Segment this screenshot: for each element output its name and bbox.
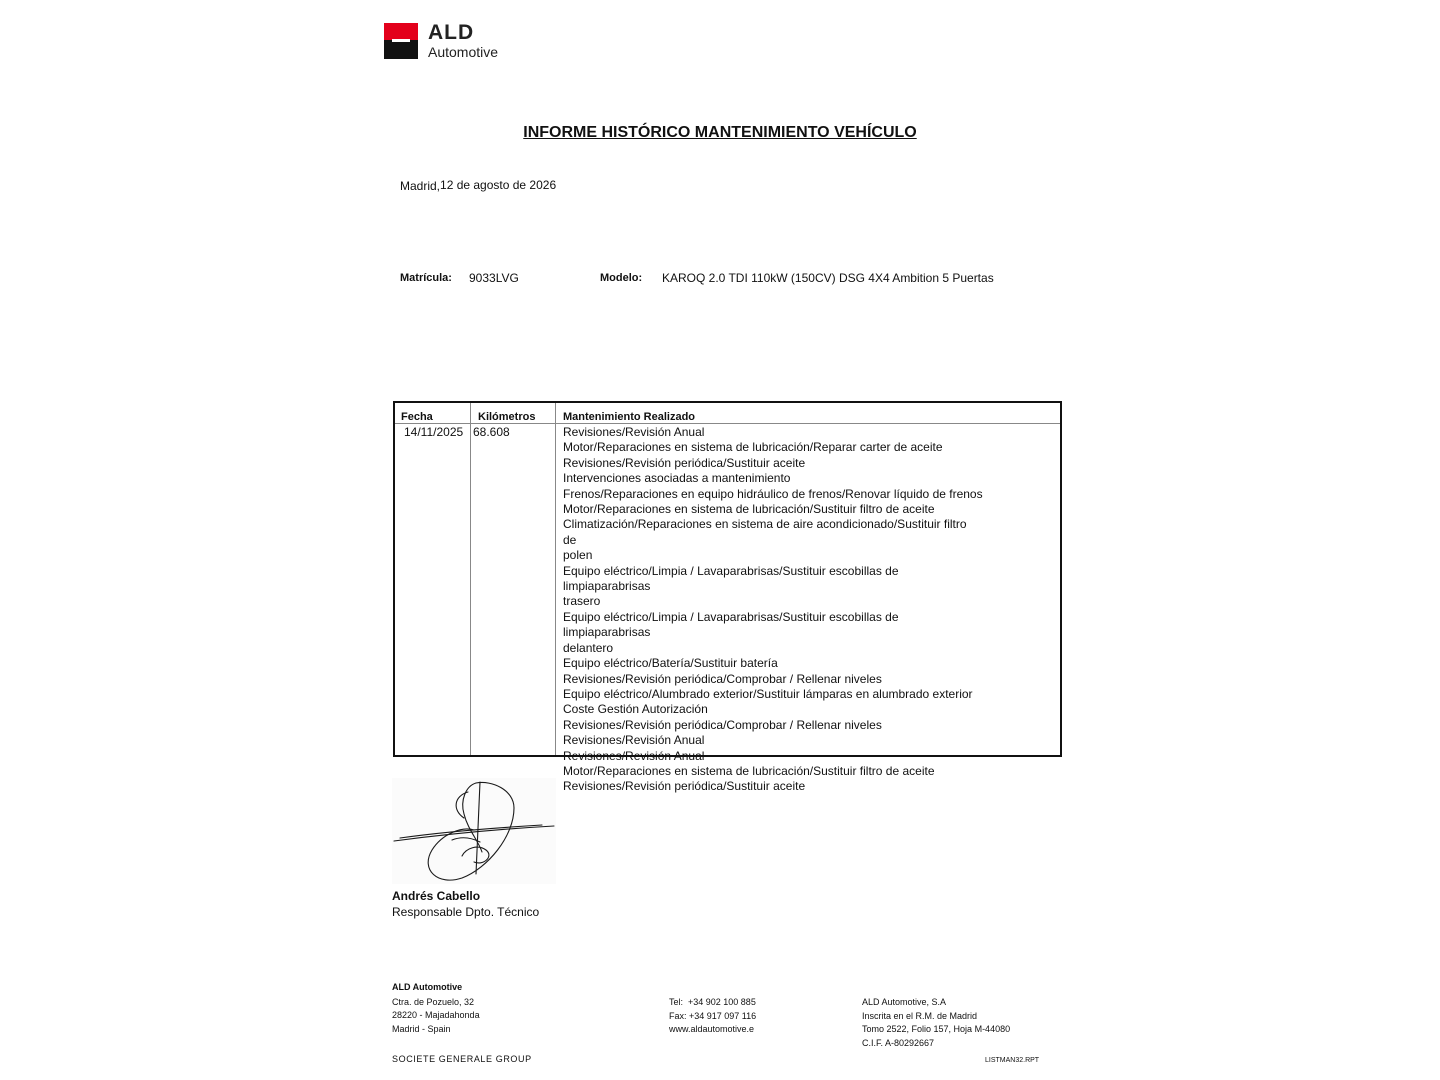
signer-name: Andrés Cabello xyxy=(392,889,481,903)
place: Madrid, xyxy=(400,179,441,193)
footer-address xyxy=(392,981,480,1036)
maintenance-item: Equipo eléctrico/Alumbrado exterior/Sustituir lámparas en alumbrado exterior xyxy=(563,686,973,701)
logo-mark-bottom xyxy=(384,40,418,59)
signature xyxy=(392,778,556,884)
footer-company: ALD Automotive xyxy=(392,982,463,992)
table-header-divider xyxy=(395,423,1060,424)
maintenance-item: delantero xyxy=(563,640,614,655)
maintenance-item: Equipo eléctrico/Batería/Sustituir batería xyxy=(563,656,778,671)
footer-address-line: Madrid - Spain xyxy=(392,1023,451,1034)
logo-mark xyxy=(384,23,418,59)
report-date: 12 de agosto de 2026 xyxy=(440,178,557,192)
report-title-text: INFORME HISTÓRICO MANTENIMIENTO VEHÍCULO xyxy=(523,124,917,141)
maintenance-item: Motor/Reparaciones en sistema de lubricación/Sustituir filtro de aceite xyxy=(563,502,935,517)
row-date: 14/11/2025 xyxy=(404,425,464,439)
footer-legal-line: Inscrita en el R.M. de Madrid xyxy=(862,1010,978,1021)
footer-legal-line: ALD Automotive, S.A xyxy=(862,997,947,1007)
maintenance-item: Frenos/Reparaciones en equipo hidráulico de frenos/Renovar líquido de frenos xyxy=(563,486,983,501)
company-logo xyxy=(384,22,498,59)
maintenance-item: Revisiones/Revisión periódica/Sustituir aceite xyxy=(563,779,806,794)
maintenance-item: Equipo eléctrico/Limpia / Lavaparabrisas/Sustituir escobillas de limpiaparabrisas xyxy=(563,609,899,640)
footer-legal xyxy=(862,996,1010,1050)
plate-label: Matrícula: xyxy=(400,272,452,284)
maintenance-item: Intervenciones asociadas a mantenimiento xyxy=(563,471,791,486)
maintenance-item: Equipo eléctrico/Limpia / Lavaparabrisas/Sustituir escobillas de limpiaparabrisas xyxy=(563,563,899,594)
report-code: LISTMAN32.RPT xyxy=(985,1057,1040,1064)
model-label: Modelo: xyxy=(600,272,643,284)
logo-wordmark xyxy=(428,22,498,59)
table-column-divider-2 xyxy=(555,403,556,755)
maintenance-item: Revisiones/Revisión Anual xyxy=(563,733,705,748)
logo-mark-dash xyxy=(392,39,410,42)
maintenance-item: polen xyxy=(563,548,593,563)
row-km: 68.608 xyxy=(473,425,510,439)
footer-address-line: 28220 - Majadahonda xyxy=(392,1010,480,1020)
footer-contact xyxy=(669,996,756,1037)
footer-legal-line: C.I.F. A-80292667 xyxy=(862,1037,935,1048)
footer-legal-line: Tomo 2522, Folio 157, Hoja M-44080 xyxy=(862,1024,1011,1034)
header-date: Fecha xyxy=(401,411,433,423)
place-date xyxy=(400,178,556,192)
header-maintenance: Mantenimiento Realizado xyxy=(563,411,696,423)
logo-mark-top xyxy=(384,23,418,40)
maintenance-item: Revisiones/Revisión periódica/Comprobar / Rellenar niveles xyxy=(563,717,882,732)
maintenance-item: Motor/Reparaciones en sistema de lubricación/Sustituir filtro de aceite xyxy=(563,763,935,778)
report-title xyxy=(0,124,1440,142)
footer-address-line: Ctra. de Pozuelo, 32 xyxy=(392,996,475,1007)
maintenance-item: Revisiones/Revisión periódica/Sustituir aceite xyxy=(563,455,806,470)
plate-value: 9033LVG xyxy=(469,271,519,285)
signer-role: Responsable Dpto. Técnico xyxy=(392,905,540,919)
maintenance-item: Coste Gestión Autorización xyxy=(563,702,708,717)
footer-fax: Fax: +34 917 097 116 xyxy=(669,1010,757,1021)
maintenance-item: Motor/Reparaciones en sistema de lubricación/Reparar carter de aceite xyxy=(563,440,943,455)
signature-drawing xyxy=(392,778,556,884)
model-value: KAROQ 2.0 TDI 110kW (150CV) DSG 4X4 Ambition 5 Puertas xyxy=(662,271,994,285)
group-name: SOCIETE GENERALE GROUP xyxy=(392,1054,532,1064)
maintenance-item: Climatización/Reparaciones en sistema de aire acondicionado/Sustituir filtro de xyxy=(563,517,967,547)
maintenance-list xyxy=(563,425,983,795)
logo-line1: ALD xyxy=(428,21,475,44)
maintenance-item: Revisiones/Revisión Anual xyxy=(563,425,705,439)
footer-phone: Tel: +34 902 100 885 xyxy=(669,997,756,1007)
logo-line2: Automotive xyxy=(428,44,499,60)
maintenance-item: Revisiones/Revisión periódica/Comprobar / Rellenar niveles xyxy=(563,671,882,686)
header-km: Kilómetros xyxy=(478,411,536,423)
footer-website: www.aldautomotive.e xyxy=(669,1024,755,1034)
maintenance-item: Revisiones/Revisión Anual xyxy=(563,748,705,763)
maintenance-item: trasero xyxy=(563,594,601,609)
table-column-divider-1 xyxy=(470,403,471,755)
maintenance-table xyxy=(393,401,1062,794)
